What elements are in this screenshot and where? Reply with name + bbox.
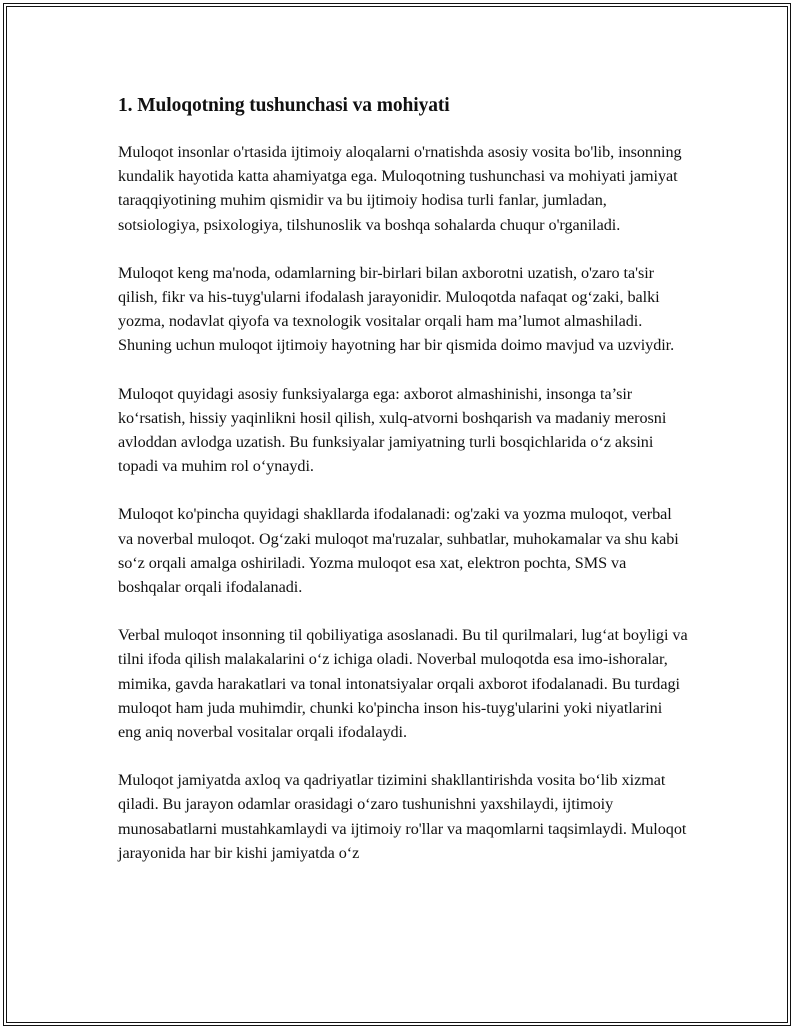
section-heading: 1. Muloqotning tushunchasi va mohiyati <box>118 95 450 116</box>
paragraph-1: Muloqot insonlar o'rtasida ijtimoiy aloqalarni o'rnatishda asosiy vosita bo'lib, insonning kundalik hayotida katta ahamiyatga ega. Muloqotning tushunchasi va mohiyati jamiyat taraqqiyotining muhim qismidir va bu ijtimoiy hodisa turli fanlar, jumladan, sotsiologiya, psixologiya, tilshunoslik va boshqa sohalarda chuqur o'rganiladi. <box>118 143 682 234</box>
paragraph-4: Muloqot ko'pincha quyidagi shakllarda ifodalanadi: og'zaki va yozma muloqot, verbal va noverbal muloqot. Og‘zaki muloqot ma'ruzalar, suhbatlar, muhokamalar va shu kabi so‘z orqali amalga oshiriladi. Yozma muloqot esa xat, elektron pochta, SMS va boshqalar orqali ifodalanadi. <box>118 505 679 597</box>
paragraph-6: Muloqot jamiyatda axloq va qadriyatlar tizimini shakllantirishda vosita bo‘lib xizmat qiladi. Bu jarayon odamlar orasidagi o‘zaro tushunishni yaxshilaydi, ijtimoiy munosabatlarni mustahkamlaydi va ijtimoiy ro'llar va maqomlarni taqsimlaydi. Muloqot jarayonida har bir kishi jamiyatda o‘z <box>118 771 687 862</box>
document-body <box>118 94 688 889</box>
paragraph-3: Muloqot quyidagi asosiy funksiyalarga ega: axborot almashinishi, insonga ta’sir ko‘rsatish, hissiy yaqinlikni hosil qilish, xulq-atvorni boshqarish va madaniy merosni avloddan avlodga uzatish. Bu funksiyalar jamiyatning turli bosqichlarida o‘z aksini topadi va muhim rol o‘ynaydi. <box>118 384 667 476</box>
paragraph-5: Verbal muloqot insonning til qobiliyatiga asoslanadi. Bu til qurilmalari, lug‘at boyligi va tilni ifoda qilish malakalarini o‘z ichiga oladi. Noverbal muloqotda esa imo-ishoralar, mimika, gavda harakatlari va tonal intonatsiyalar orqali axborot ifodalanadi. Bu turdagi muloqot ham juda muhimdir, chunki ko'pincha inson his-tuyg'ularini yoki niyatlarini eng aniq noverbal vositalar orqali ifodalaydi. <box>118 626 688 742</box>
paragraph-2: Muloqot keng ma'noda, odamlarning bir-birlari bilan axborotni uzatish, o'zaro ta'sir qilish, fikr va his-tuyg'ularni ifodalash jarayonidir. Muloqotda nafaqat og‘zaki, balki yozma, nodavlat qiyofa va texnologik vositalar orqali ham ma’lumot almashiladi. Shuning uchun muloqot ijtimoiy hayotning har bir qismida doimo mavjud va uzviydir. <box>118 263 675 355</box>
